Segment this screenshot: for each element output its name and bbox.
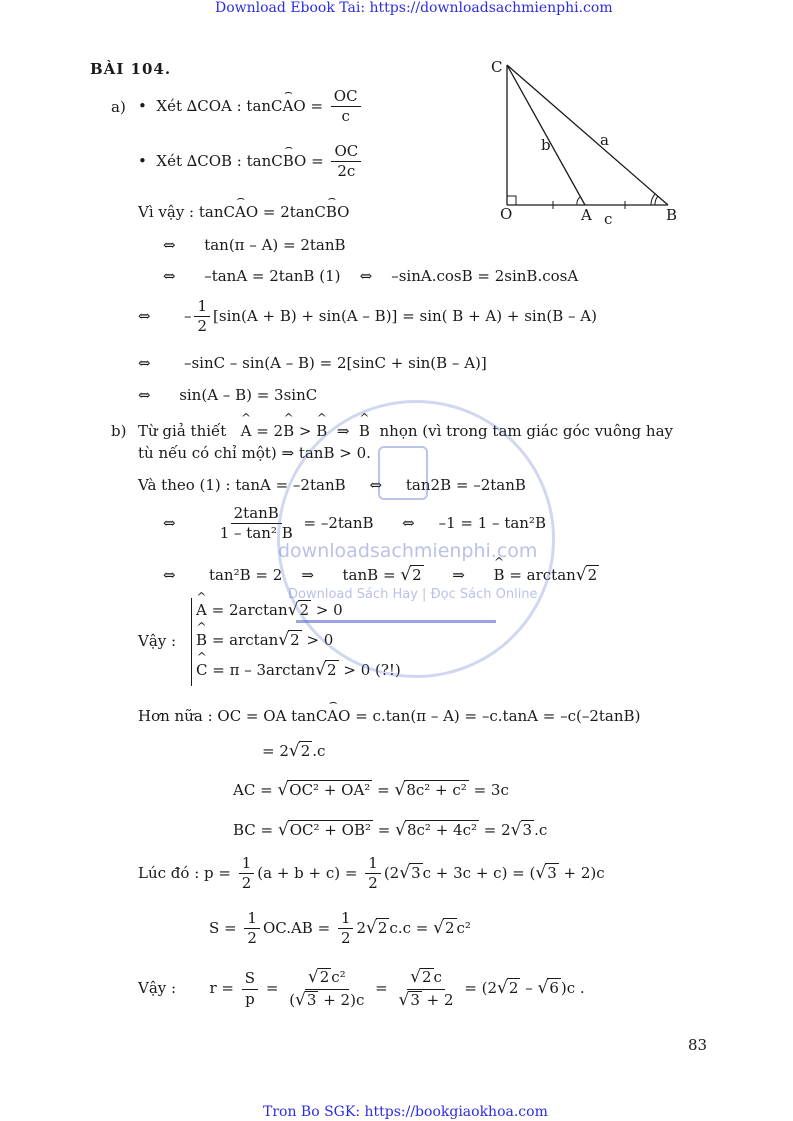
exercise-title: BÀI 104. bbox=[90, 60, 172, 78]
system-label: Vậy : bbox=[138, 632, 177, 650]
vertex-label-b: B bbox=[666, 206, 678, 224]
part-b-line-5: ⇔ tan²B = 2 ⇒ tanB = √2 ⇒ ^ B = arctan√2 bbox=[163, 565, 599, 585]
part-a-line-7: ⇔ –sinC – sin(A – B) = 2[sinC + sin(B – A)] bbox=[138, 354, 487, 372]
part-a-line-8: ⇔ sin(A – B) = 3sinC bbox=[138, 386, 318, 404]
vertex-label-c: C bbox=[491, 58, 503, 76]
system-line-1: ^ A = 2arctan√2 > 0 bbox=[196, 600, 343, 620]
footer-link[interactable]: Tron Bo SGK: https://bookgiaokhoa.com bbox=[263, 1104, 548, 1120]
part-a-line-3: Vì vậy : tan⌢ CAO = 2tan⌢ CBO bbox=[138, 203, 349, 221]
bc-line: BC = √OC² + OB² = √8c² + 4c² = 2√3 .c bbox=[233, 820, 548, 840]
ac-line: AC = √OC² + OA² = √8c² + c² = 3c bbox=[233, 780, 509, 800]
triangle-figure bbox=[485, 55, 685, 230]
vertex-label-o: O bbox=[500, 205, 513, 223]
page-number: 83 bbox=[688, 1036, 708, 1054]
side-label-c: c bbox=[604, 210, 613, 228]
part-a-line-2: • Xét ∆COB : tan⌢ CBO = $\frac{OC}{2c}$ bbox=[138, 143, 364, 181]
part-a-label: a) bbox=[111, 98, 126, 116]
part-b-line-3: Và theo (1) : tanA = –2tanB ⇔ tan2B = –2tanB bbox=[138, 476, 526, 494]
part-a-line-5: ⇔ –tanA = 2tanB (1) ⇔ –sinA.cosB = 2sinB.cosA bbox=[163, 267, 579, 285]
side-label-a: a bbox=[600, 131, 609, 149]
system-line-2: ^ B = arctan√2 > 0 bbox=[196, 630, 333, 650]
watermark-site: downloadsachmienphi.com bbox=[278, 540, 538, 562]
part-b-label: b) bbox=[111, 422, 127, 440]
header-link[interactable]: Download Ebook Tai: https://downloadsachmienphi.com bbox=[215, 0, 613, 16]
inradius-line: Vậy : r = $\frac{S}{p}$ = $\frac{\text{√2 c²}}{(√3 + 2)c}$ = $\frac{√2 c}{√3 + 2}$ = (2√2 – √6 )c . bbox=[138, 967, 585, 1010]
part-b-line-2: tù nếu có chỉ một) ⇒ tanB > 0. bbox=[138, 444, 371, 462]
part-b-line-1: Từ giả thiết ^ A = 2^ B > ^ B ⇒ ^ B nhọn (vì trong tam giác góc vuông hay bbox=[138, 422, 673, 440]
part-a-line-4: ⇔ tan(π – A) = 2tanB bbox=[163, 236, 346, 254]
part-a-line-1: • Xét ∆COA : tan⌢ CAO = $\frac{OC}{c}$ bbox=[138, 88, 364, 126]
system-brace bbox=[191, 598, 192, 686]
watermark-ring bbox=[277, 400, 555, 678]
part-b-line-4: ⇔ $\frac{2\tan B}{\text{1 – tan² B}}$ = –2tanB ⇔ –1 = 1 – tan²B bbox=[163, 504, 546, 543]
side-label-b: b bbox=[541, 136, 551, 154]
vertex-label-a: A bbox=[581, 206, 592, 224]
perimeter-line: Lúc đó : p = $\frac{1}{2}$ (a + b + c) = $\frac{1}{2}$ (2√3 c + 3c + c) = (√3 + 2)c bbox=[138, 854, 605, 893]
moreover-line: Hơn nữa : OC = OA tan⌢ CAO = c.tan(π – A) = –c.tanA = –c(–2tanB) bbox=[138, 707, 640, 725]
watermark-book-icon bbox=[378, 446, 428, 500]
oc-result: = 2√2 .c bbox=[262, 741, 326, 761]
watermark-bar bbox=[296, 620, 496, 623]
area-line: S = $\frac{1}{2}$ OC.AB = $\frac{1}{2}$ 2√2 c.c = √2 c² bbox=[209, 909, 471, 948]
watermark-tagline: Download Sách Hay | Đọc Sách Online bbox=[288, 587, 538, 602]
part-a-line-6: ⇔ – $\frac{1}{2}$ [sin(A + B) + sin(A – B)] = sin( B + A) + sin(B – A) bbox=[138, 297, 597, 336]
system-line-3: ^ C = π – 3arctan√2 > 0 (?!) bbox=[196, 660, 401, 680]
